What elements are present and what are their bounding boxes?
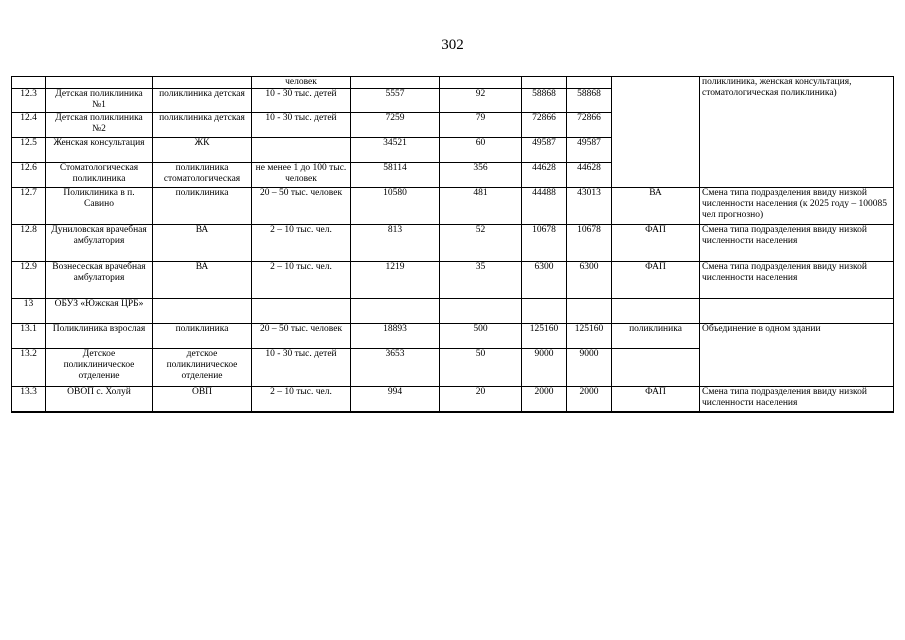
- new-type: ФАП: [612, 262, 700, 299]
- note: [700, 299, 894, 324]
- value-1: 7259: [351, 113, 440, 138]
- page-number: 302: [441, 37, 464, 53]
- value-3: [522, 299, 567, 324]
- service-capacity: 2 – 10 тыс. чел.: [252, 225, 351, 262]
- value-2: 79: [440, 113, 522, 138]
- new-type: ФАП: [612, 225, 700, 262]
- value-2: 481: [440, 188, 522, 225]
- facility-name: [46, 77, 153, 89]
- new-type: ФАП: [612, 387, 700, 412]
- value-4: 2000: [567, 387, 612, 412]
- value-1: [351, 299, 440, 324]
- facility-name: Дуниловская врачебная амбулатория: [46, 225, 153, 262]
- value-1: 1219: [351, 262, 440, 299]
- row-number: 12.6: [12, 163, 46, 188]
- facility-type: поликлиника: [153, 188, 252, 225]
- facility-name: ОВОП с. Холуй: [46, 387, 153, 412]
- value-3: 58868: [522, 89, 567, 113]
- service-capacity: 20 – 50 тыс. человек: [252, 324, 351, 349]
- table-row: [12, 324, 894, 349]
- value-1: [351, 77, 440, 89]
- value-2: 52: [440, 225, 522, 262]
- value-2: [440, 299, 522, 324]
- value-2: 60: [440, 138, 522, 163]
- new-type: [612, 299, 700, 324]
- facility-type: поликлиника: [153, 324, 252, 349]
- new-type: [612, 77, 700, 188]
- note: Объединение в одном здании: [700, 324, 894, 387]
- row-number: 12.7: [12, 188, 46, 225]
- service-capacity: 2 – 10 тыс. чел.: [252, 262, 351, 299]
- row-number: 12.5: [12, 138, 46, 163]
- facility-type: ОВП: [153, 387, 252, 412]
- facility-name: Вознесеская врачебная амбулатория: [46, 262, 153, 299]
- value-3: 49587: [522, 138, 567, 163]
- facility-type: поликлиника детская: [153, 89, 252, 113]
- service-capacity: 10 - 30 тыс. детей: [252, 113, 351, 138]
- value-2: 356: [440, 163, 522, 188]
- row-number: 12.9: [12, 262, 46, 299]
- facilities-table: [11, 76, 894, 413]
- value-4: 58868: [567, 89, 612, 113]
- facility-name: ОБУЗ «Южская ЦРБ»: [46, 299, 153, 324]
- value-3: 9000: [522, 349, 567, 387]
- new-type: ВА: [612, 188, 700, 225]
- value-1: 5557: [351, 89, 440, 113]
- value-4: 44628: [567, 163, 612, 188]
- value-4: [567, 299, 612, 324]
- facility-name: Стоматологическая поликлиника: [46, 163, 153, 188]
- value-3: 44488: [522, 188, 567, 225]
- row-number: 12.4: [12, 113, 46, 138]
- facility-type: ВА: [153, 225, 252, 262]
- service-capacity: человек: [252, 77, 351, 89]
- value-4: 9000: [567, 349, 612, 387]
- row-number: 13.1: [12, 324, 46, 349]
- new-type: поликлиника: [612, 324, 700, 349]
- service-capacity: [252, 138, 351, 163]
- facility-type: [153, 77, 252, 89]
- value-4: 72866: [567, 113, 612, 138]
- table-row: [12, 262, 894, 299]
- row-number: 13.3: [12, 387, 46, 412]
- value-2: 50: [440, 349, 522, 387]
- value-1: 18893: [351, 324, 440, 349]
- facility-name: Женская консультация: [46, 138, 153, 163]
- note: Смена типа подразделения ввиду низкой численности населения: [700, 225, 894, 262]
- service-capacity: 10 - 30 тыс. детей: [252, 349, 351, 387]
- service-capacity: 20 – 50 тыс. человек: [252, 188, 351, 225]
- value-3: 2000: [522, 387, 567, 412]
- row-number: [12, 77, 46, 89]
- facility-name: Поликлиника взрослая: [46, 324, 153, 349]
- row-number: 13.2: [12, 349, 46, 387]
- value-1: 10580: [351, 188, 440, 225]
- value-3: 125160: [522, 324, 567, 349]
- value-4: 49587: [567, 138, 612, 163]
- value-2: 20: [440, 387, 522, 412]
- new-type: [612, 349, 700, 387]
- facility-type: поликлиника детская: [153, 113, 252, 138]
- table-row: [12, 225, 894, 262]
- table-row: [12, 188, 894, 225]
- facility-type: [153, 299, 252, 324]
- facility-name: Поликлиника в п. Савино: [46, 188, 153, 225]
- facility-type: ВА: [153, 262, 252, 299]
- facility-type: ЖК: [153, 138, 252, 163]
- table-row: [12, 387, 894, 412]
- value-3: [522, 77, 567, 89]
- service-capacity: 2 – 10 тыс. чел.: [252, 387, 351, 412]
- value-2: [440, 77, 522, 89]
- value-1: 58114: [351, 163, 440, 188]
- value-4: 43013: [567, 188, 612, 225]
- value-4: [567, 77, 612, 89]
- note: поликлиника, женская консультация, стоматологическая поликлиника): [700, 77, 894, 188]
- value-2: 92: [440, 89, 522, 113]
- facility-name: Детская поликлиника №1: [46, 89, 153, 113]
- value-3: 6300: [522, 262, 567, 299]
- value-4: 6300: [567, 262, 612, 299]
- note: Смена типа подразделения ввиду низкой численности населения (к 2025 году – 100085 чел прогнозно): [700, 188, 894, 225]
- value-1: 3653: [351, 349, 440, 387]
- facility-name: Детская поликлиника №2: [46, 113, 153, 138]
- note: Смена типа подразделения ввиду низкой численности населения: [700, 387, 894, 412]
- service-capacity: 10 - 30 тыс. детей: [252, 89, 351, 113]
- value-1: 34521: [351, 138, 440, 163]
- value-3: 72866: [522, 113, 567, 138]
- facility-name: Детское поликлиническое отделение: [46, 349, 153, 387]
- value-4: 125160: [567, 324, 612, 349]
- value-2: 35: [440, 262, 522, 299]
- service-capacity: не менее 1 до 100 тыс. человек: [252, 163, 351, 188]
- row-number: 12.3: [12, 89, 46, 113]
- service-capacity: [252, 299, 351, 324]
- row-number: 12.8: [12, 225, 46, 262]
- value-3: 44628: [522, 163, 567, 188]
- value-4: 10678: [567, 225, 612, 262]
- table-row: [12, 299, 894, 324]
- value-3: 10678: [522, 225, 567, 262]
- value-1: 994: [351, 387, 440, 412]
- facility-type: детское поликлиническое отделение: [153, 349, 252, 387]
- row-number: 13: [12, 299, 46, 324]
- value-1: 813: [351, 225, 440, 262]
- value-2: 500: [440, 324, 522, 349]
- table-row: [12, 77, 894, 89]
- facility-type: поликлиника стоматологическая: [153, 163, 252, 188]
- note: Смена типа подразделения ввиду низкой численности населения: [700, 262, 894, 299]
